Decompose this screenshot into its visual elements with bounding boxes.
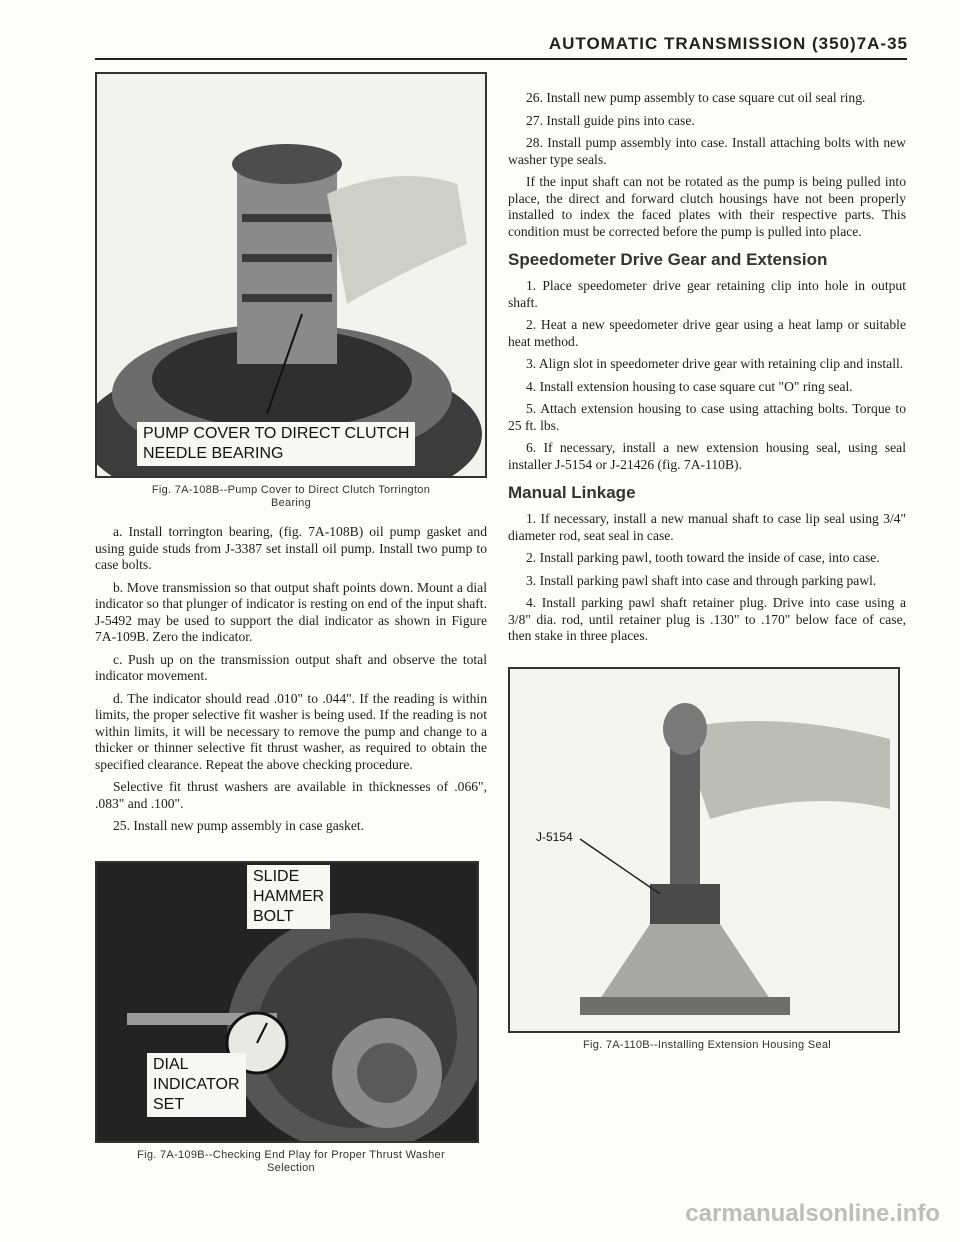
callout-line: NEEDLE BEARING <box>143 445 284 462</box>
caption-line: Fig. 7A-108B--Pump Cover to Direct Clutch Torrington <box>151 484 431 496</box>
callout-line: HAMMER <box>253 887 325 905</box>
paragraph: 27. Install guide pins into case. <box>526 112 695 128</box>
paragraph: c. Push up on the transmission output shaft and observe the total indicator movement. <box>95 651 487 683</box>
figure-109-caption <box>95 1149 487 1175</box>
section-heading-speedometer: Speedometer Drive Gear and Extension <box>508 250 828 269</box>
callout-line: BOLT <box>253 907 294 925</box>
extension-seal-illustration <box>510 669 898 1031</box>
paragraph: 4. Install extension housing to case square cut "O" ring seal. <box>526 378 853 394</box>
figure-110-photo <box>508 667 900 1033</box>
left-column <box>95 72 487 1175</box>
paragraph: 1. If necessary, install a new manual shaft to case lip seal using 3/4" diameter rod, seat seal in case. <box>508 511 906 543</box>
figure-109-callout-top <box>247 865 330 929</box>
figure-108-photo <box>95 72 487 478</box>
paragraph: 2. Heat a new speedometer drive gear using a heat lamp or suitable heat method. <box>508 317 906 349</box>
header-rule <box>95 58 907 60</box>
paragraph: 3. Install parking pawl shaft into case and through parking pawl. <box>526 572 877 588</box>
paragraph: a. Install torrington bearing, (fig. 7A-108B) oil pump gasket and using guide studs from J-3387 set install oil pump. Install two pump to case bolts. <box>95 524 487 572</box>
paragraph: 26. Install new pump assembly to case square cut oil seal ring. <box>526 90 866 105</box>
paragraph: 1. Place speedometer drive gear retaining clip into hole in output shaft. <box>508 278 906 310</box>
paragraph: d. The indicator should read .010" to .044". If the reading is within limits, the proper selective fit washer is being used. If the reading is not within limits, it will be necessary to remove the pump and change to a thicker or thinner selective fit thrust washer, as required to obtain the specified clearance. Repeat the above checking procedure. <box>95 690 487 772</box>
left-body-text <box>95 524 487 835</box>
speedometer-steps <box>508 278 906 473</box>
figure-109-callout-bottom <box>147 1053 246 1117</box>
paragraph: 25. Install new pump assembly in case gasket. <box>113 818 365 833</box>
callout-line: INDICATOR <box>153 1075 240 1093</box>
figure-109-photo <box>95 861 479 1143</box>
caption-line: Selection <box>267 1161 315 1174</box>
figure-108-caption <box>95 484 487 510</box>
paragraph: 2. Install parking pawl, tooth toward the inside of case, into case. <box>526 550 880 565</box>
paragraph: 3. Align slot in speedometer drive gear with retaining clip and install. <box>526 356 904 371</box>
callout-line: PUMP COVER TO DIRECT CLUTCH <box>143 425 410 442</box>
paragraph: 4. Install parking pawl shaft retainer plug. Drive into case using a 3/8" dia. rod, until retainer plug is .130" to .170" below face of case, then stake in three places. <box>508 595 906 643</box>
paragraph: If the input shaft can not be rotated as the pump is being pulled into place, the direct and forward clutch housings have not been properly installed to index the faced plates with their respective parts. This condition must be corrected before the pump is pulled into place. <box>508 174 906 239</box>
paragraph: b. Move transmission so that output shaft points down. Mount a dial indicator so that plunger of indicator is resting on end of the input shaft. J-5492 may be used to support the dial indicator as shown in Figure 7A-109B. Zero the indicator. <box>95 579 487 644</box>
running-head: AUTOMATIC TRANSMISSION (350)7A-35 <box>548 34 908 53</box>
right-column <box>508 72 906 1052</box>
caption-line: Bearing <box>270 497 311 509</box>
callout-line: SET <box>153 1095 185 1113</box>
figure-110-callout: J-5154 <box>536 829 573 844</box>
paragraph: 28. Install pump assembly into case. Install attaching bolts with new washer type seals. <box>508 135 906 167</box>
paragraph: Selective fit thrust washers are available in thicknesses of .066", .083" and .100". <box>95 779 487 811</box>
manual-linkage-steps <box>508 511 906 645</box>
paragraph: 5. Attach extension housing to case using attaching bolts. Torque to 25 ft. lbs. <box>508 401 906 433</box>
right-intro-text <box>508 90 906 240</box>
caption-line: Fig. 7A-109B--Checking End Play for Proper Thrust Washer <box>137 1148 445 1161</box>
callout-line: SLIDE <box>253 867 300 885</box>
section-heading-manual-linkage: Manual Linkage <box>508 483 636 502</box>
callout-line: DIAL <box>153 1055 189 1073</box>
watermark: carmanualsonline.info <box>685 1200 940 1227</box>
paragraph: 6. If necessary, install a new extension housing seal, using seal installer J-5154 or J-21426 (fig. 7A-110B). <box>508 440 906 472</box>
figure-108-callout <box>137 422 415 466</box>
pump-assembly-illustration <box>97 74 485 476</box>
figure-110-caption: Fig. 7A-110B--Installing Extension Housing Seal <box>582 1038 832 1051</box>
